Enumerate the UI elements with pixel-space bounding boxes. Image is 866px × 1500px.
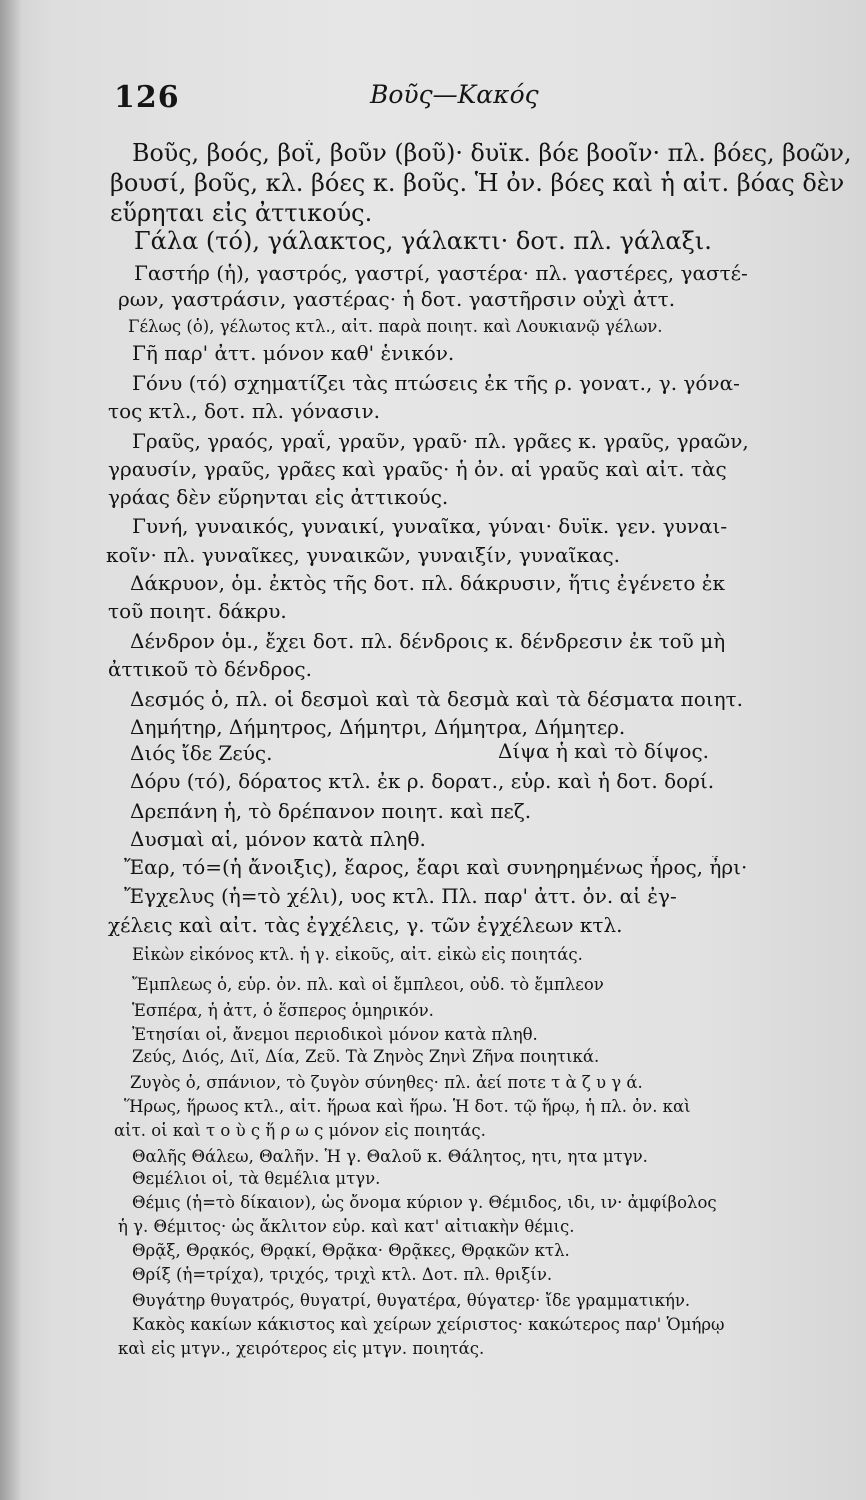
entry-line: ἀττικοῦ τὸ δένδρος. <box>108 658 312 681</box>
entry-line: Δίψα ἡ καὶ τὸ δίψος. <box>498 740 710 763</box>
entry-line: Κακὸς κακίων κάκιστος καὶ χείρων χείριστος· κακώτερος παρ' Ὁμήρῳ <box>132 1316 725 1334</box>
entry-line: Ἔγχελυς (ἡ=τὸ χέλι), υος κτλ. Πλ. παρ' ἀττ. ὀν. αἱ ἐγ- <box>124 885 677 908</box>
entry-line: Δεσμός ὁ, πλ. οἱ δεσμοὶ καὶ τὰ δεσμὰ καὶ τὰ δέσματα ποιητ. <box>130 688 743 711</box>
entry-line: Γέλως (ὁ), γέλωτος κτλ., αἰτ. παρὰ ποιητ. καὶ Λουκιανῷ γέλων. <box>128 318 663 336</box>
entry-line: Δρεπάνη ἡ, τὸ δρέπανον ποιητ. καὶ πεζ. <box>130 800 532 823</box>
entry-line: Ἑσπέρα, ἡ ἀττ, ὁ ἕσπερος ὁμηρικόν. <box>132 1002 434 1020</box>
page-number: 126 <box>114 80 180 115</box>
entry-line: ἡ γ. Θέμιτος· ὡς ἄκλιτον εὑρ. καὶ κατ' αἰτιακὴν θέμις. <box>118 1218 575 1236</box>
entry-line: Δυσμαὶ αἱ, μόνον κατὰ πληθ. <box>130 828 426 851</box>
entry-line: Βοῦς, βοός, βοΐ, βοῦν (βοῦ)· δυϊκ. βόε βοοῖν· πλ. βόες, βοῶν, <box>132 140 852 167</box>
entry-line: τοῦ ποιητ. δάκρυ. <box>108 600 287 623</box>
entry-line: χέλεις καὶ αἰτ. τὰς ἐγχέλεις, γ. τῶν ἐγχέλεων κτλ. <box>108 914 623 937</box>
entry-line: Γυνή, γυναικός, γυναικί, γυναῖκα, γύναι· δυϊκ. γεν. γυναι- <box>132 515 728 538</box>
entry-line: Θέμις (ἡ=τὸ δίκαιον), ὡς ὄνομα κύριον γ. Θέμιδος, ιδι, ιν· ἀμφίβολος <box>132 1194 717 1212</box>
entry-line: Γῆ παρ' ἀττ. μόνον καθ' ἑνικόν. <box>132 342 455 365</box>
entry-line: βουσί, βοῦς, κλ. βόες κ. βοῦς. Ἡ ὀν. βόες καὶ ἡ αἰτ. βόας δὲν <box>110 170 845 197</box>
entry-line: αἰτ. οἱ καὶ τ ο ὺ ς ἥ ρ ω ς μόνον εἰς ποιητάς. <box>114 1122 486 1140</box>
entry-line: Ζεύς, Διός, Διΐ, Δία, Ζεῦ. Τὰ Ζηνὸς Ζηνὶ Ζῆνα ποιητικά. <box>132 1048 600 1066</box>
entry-line: Θεμέλιοι οἱ, τὰ θεμέλια μτγν. <box>132 1170 381 1188</box>
entry-line: Γάλα (τό), γάλακτος, γάλακτι· δοτ. πλ. γάλαξι. <box>134 228 712 255</box>
entry-line: εὕρηται εἰς ἀττικούς. <box>110 200 373 227</box>
entry-line: Θρᾷξ, Θρᾳκός, Θρᾳκί, Θρᾷκα· Θρᾷκες, Θρᾳκῶν κτλ. <box>132 1242 570 1260</box>
entry-line: κοῖν· πλ. γυναῖκες, γυναικῶν, γυναιξίν, γυναῖκας. <box>106 544 621 567</box>
entry-line: Γόνυ (τό) σχηματίζει τὰς πτώσεις ἐκ τῆς ρ. γονατ., γ. γόνα- <box>132 372 740 395</box>
entry-line: Θυγάτηρ θυγατρός, θυγατρί, θυγατέρα, θύγατερ· ἴδε γραμματικήν. <box>132 1292 691 1310</box>
entry-line: καὶ εἰς μτγν., χειρότερος εἰς μτγν. ποιητάς. <box>118 1340 485 1358</box>
entry-line: γράας δὲν εὕρηνται εἰς ἀττικούς. <box>108 486 449 509</box>
entry-line: γραυσίν, γραῦς, γρᾶες καὶ γραῦς· ἡ ὀν. αἱ γραῦς καὶ αἰτ. τὰς <box>108 458 727 481</box>
entry-line: Ἥρως, ἥρωος κτλ., αἰτ. ἥρωα καὶ ἥρω. Ἡ δοτ. τῷ ἥρῳ, ἡ πλ. ὀν. καὶ <box>124 1098 691 1116</box>
entry-line: Ἔαρ, τό=(ἡ ἄνοιξις), ἔαρος, ἔαρι καὶ συνηρημένως ἦρος, ἦρι· <box>124 856 748 879</box>
entry-line: Ζυγὸς ὁ, σπάνιον, τὸ ζυγὸν σύνηθες· πλ. ἀεί ποτε τ ὰ ζ υ γ ά. <box>130 1074 643 1092</box>
entry-line: Θαλῆς Θάλεω, Θαλῆν. Ἡ γ. Θαλοῦ κ. Θάλητος, ητι, ητα μτγν. <box>132 1148 648 1166</box>
entry-line: Ἔμπλεως ὁ, εὑρ. ὀν. πλ. καὶ οἱ ἔμπλεοι, οὐδ. τὸ ἔμπλεον <box>132 976 604 994</box>
entry-line: Δάκρυον, ὁμ. ἐκτὸς τῆς δοτ. πλ. δάκρυσιν, ἥτις ἐγένετο ἐκ <box>130 572 725 595</box>
entry-line: Εἰκὼν εἰκόνος κτλ. ἡ γ. εἰκοῦς, αἰτ. εἰκὼ εἰς ποιητάς. <box>132 946 583 964</box>
entry-line: Διός ἴδε Ζεύς. <box>130 742 273 765</box>
entry-line: Δημήτηρ, Δήμητρος, Δήμητρι, Δήμητρα, Δήμητερ. <box>130 716 626 739</box>
entry-line: Ἐτησίαι οἱ, ἄνεμοι περιοδικοὶ μόνον κατὰ πληθ. <box>132 1026 538 1044</box>
entry-line: Γραῦς, γραός, γραΐ, γραῦν, γραῦ· πλ. γρᾶες κ. γραῦς, γραῶν, <box>132 430 749 453</box>
running-head: Βοῦς—Κακός <box>370 80 539 109</box>
entry-line: τος κτλ., δοτ. πλ. γόνασιν. <box>108 400 381 423</box>
entry-line: Γαστήρ (ἡ), γαστρός, γαστρί, γαστέρα· πλ. γαστέρες, γαστέ- <box>134 262 748 285</box>
entry-line: ρων, γαστράσιν, γαστέρας· ἡ δοτ. γαστῆρσιν οὐχὶ ἀττ. <box>118 288 676 311</box>
entry-line: Δένδρον ὁμ., ἔχει δοτ. πλ. δένδροις κ. δένδρεσιν ἐκ τοῦ μὴ <box>130 630 726 653</box>
entry-line: Δόρυ (τό), δόρατος κτλ. ἐκ ρ. δορατ., εὑρ. καὶ ἡ δοτ. δορί. <box>130 770 715 793</box>
entry-line: Θρίξ (ἡ=τρίχα), τριχός, τριχὶ κτλ. Δοτ. πλ. θριξίν. <box>132 1266 553 1284</box>
